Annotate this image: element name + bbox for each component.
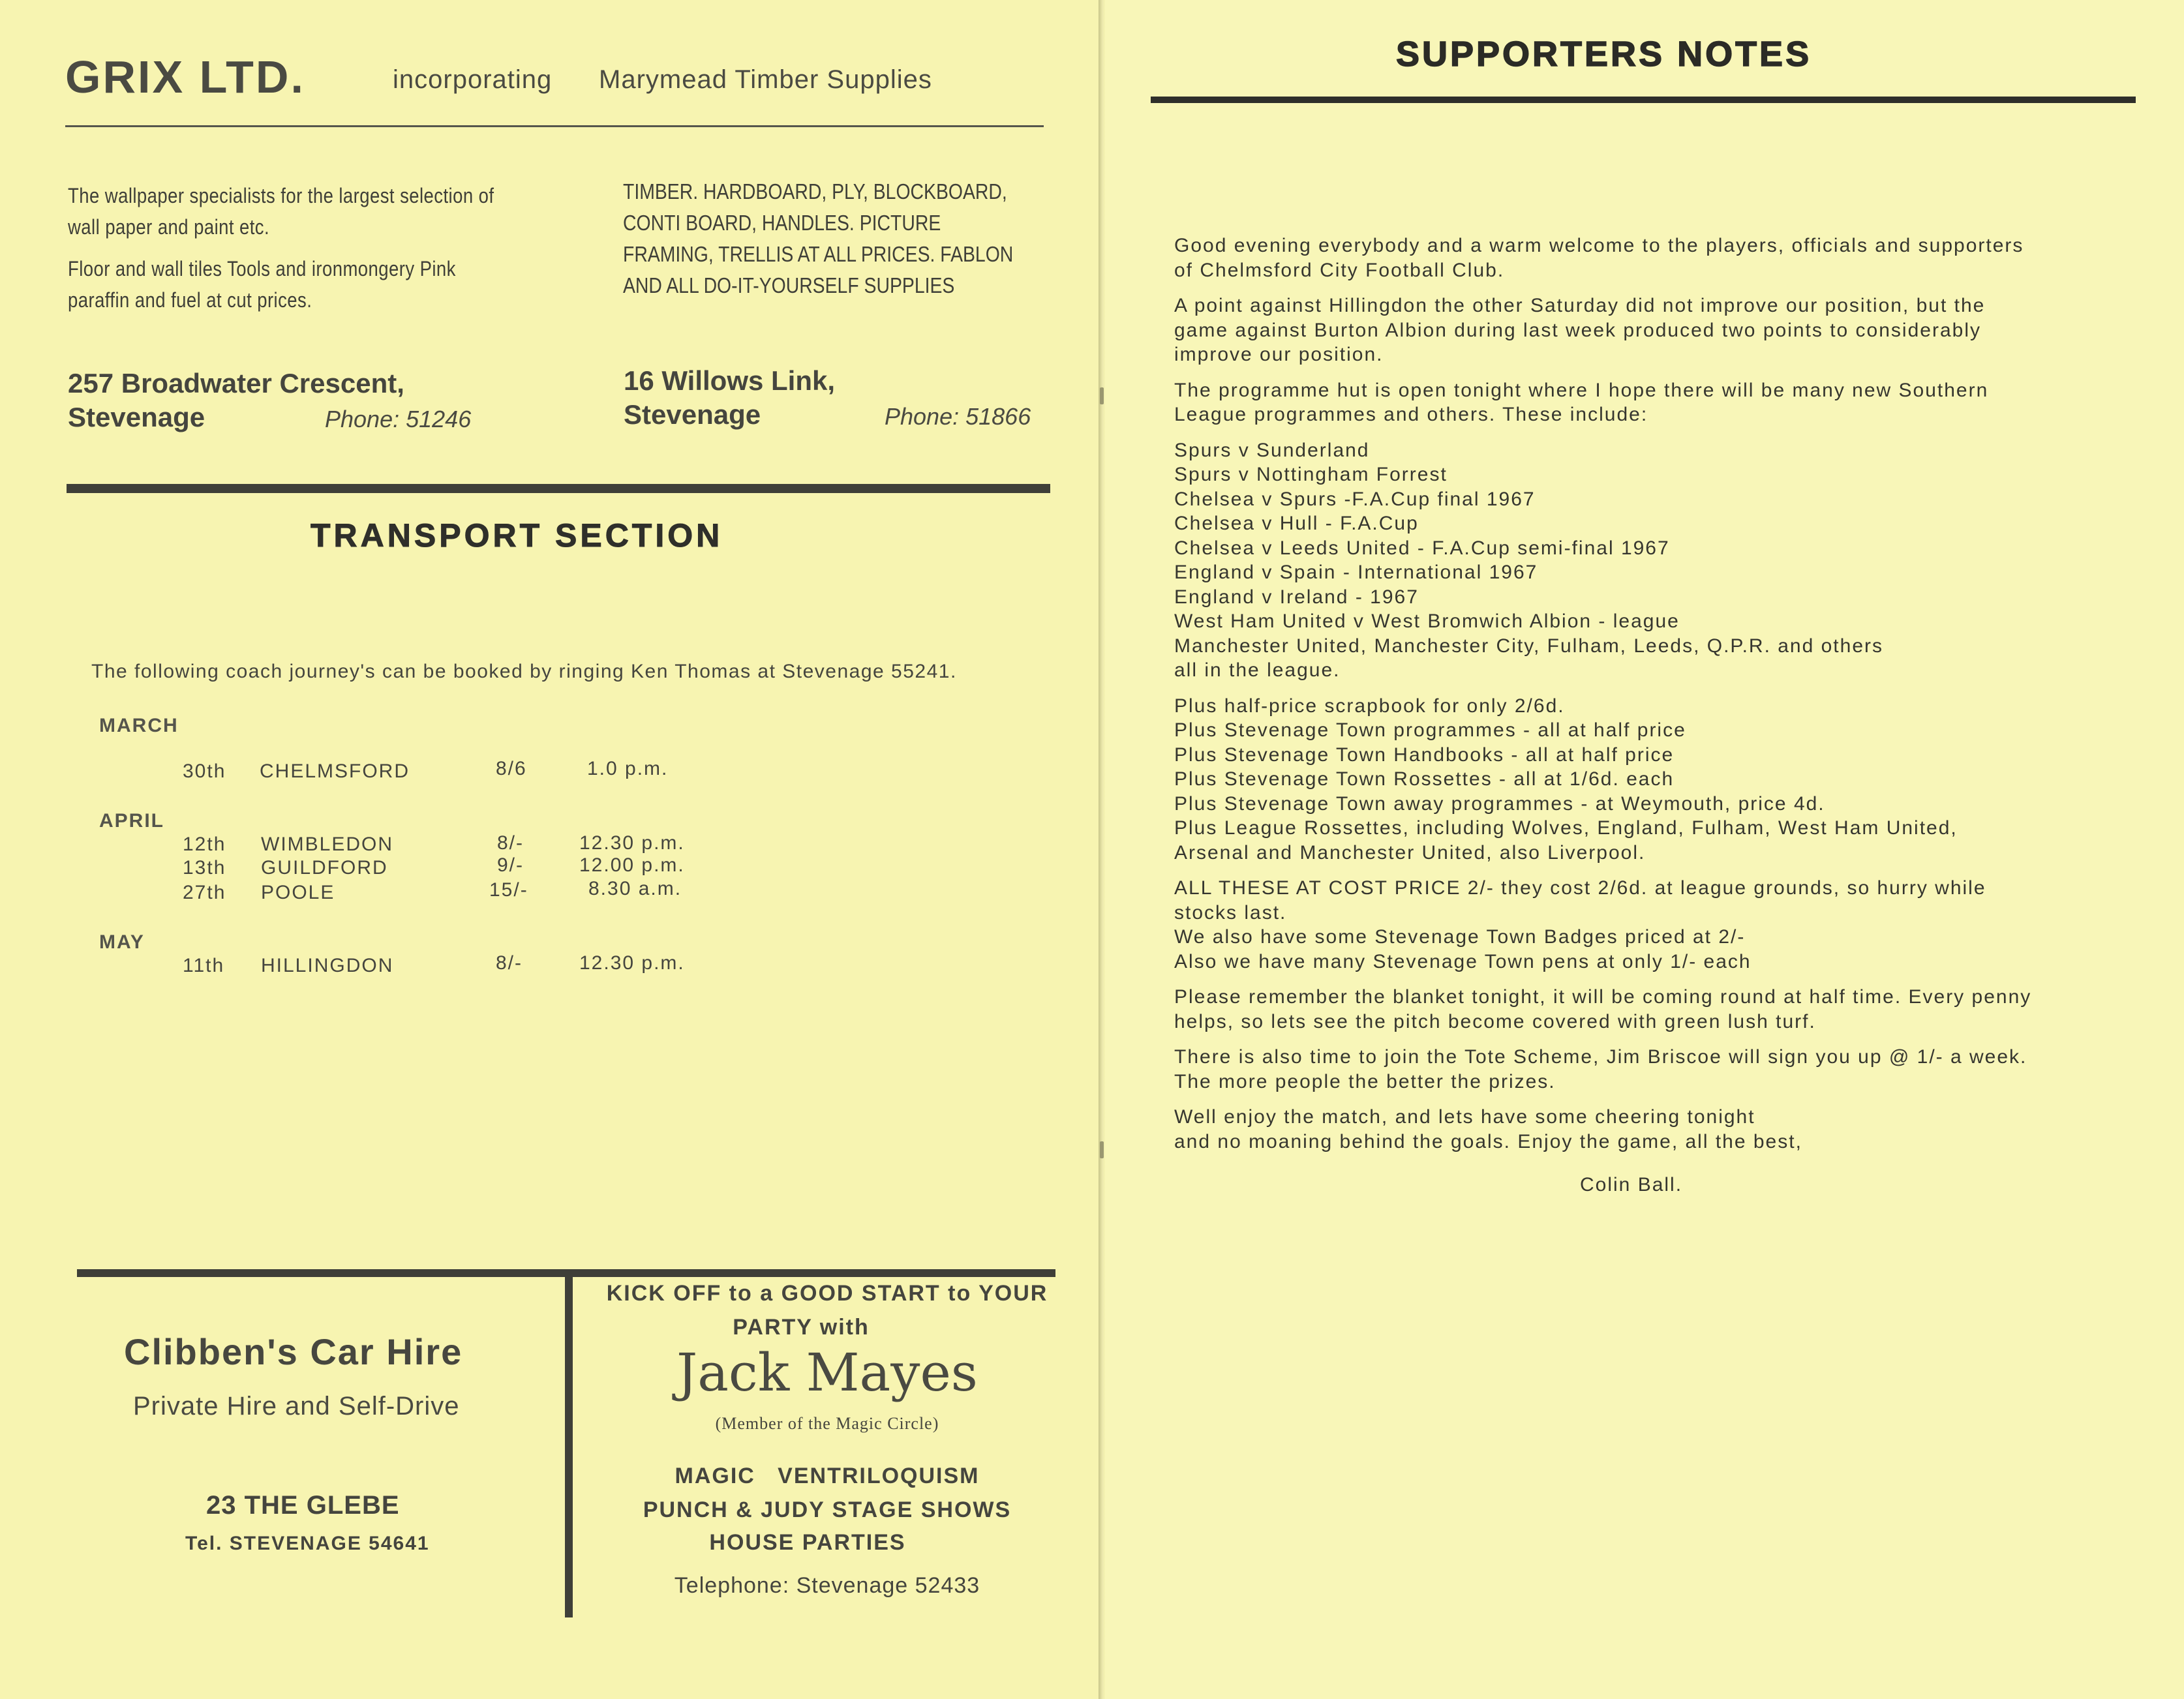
jack-mayes-services2: PUNCH & JUDY STAGE SHOWS — [643, 1497, 1012, 1522]
trip-date: 13th — [183, 857, 226, 879]
notes-line: Chelsea v Leeds United - F.A.Cup semi-final 1967 — [1174, 537, 1670, 559]
notes-paragraph — [1174, 293, 2133, 367]
notes-line: The more people the better the prizes. — [1174, 1070, 1556, 1092]
jack-mayes-services3: HOUSE PARTIES — [709, 1530, 906, 1555]
notes-line: ALL THESE AT COST PRICE 2/- they cost 2/6d. at league grounds, so hurry while — [1174, 877, 1986, 899]
trip-time: 12.30 p.m. — [579, 952, 685, 974]
supporters-notes-rule — [1151, 97, 2136, 103]
jack-mayes-line1: KICK OFF to a GOOD START to YOUR — [606, 1281, 1048, 1306]
trip-price: 15/- — [489, 879, 528, 901]
notes-line: There is also time to join the Tote Scheme, Jim Briscoe will sign you up @ 1/- a week. — [1174, 1046, 2027, 1068]
notes-line: Spurs v Nottingham Forrest — [1174, 464, 1448, 485]
trip-destination: CHELMSFORD — [260, 760, 410, 782]
jack-mayes-telephone: Telephone: Stevenage 52433 — [674, 1573, 980, 1598]
month-march: MARCH — [99, 715, 179, 736]
clibben-tel: Tel. STEVENAGE 54641 — [185, 1533, 430, 1554]
notes-line: improve our position. — [1174, 344, 1384, 365]
trip-destination: GUILDFORD — [261, 857, 388, 879]
notes-line: Arsenal and Manchester United, also Liverpool. — [1174, 841, 1646, 864]
notes-line: Plus half-price scrapbook for only 2/6d. — [1174, 695, 1565, 717]
trip-price: 8/- — [497, 832, 524, 854]
notes-line: Plus League Rossettes, including Wolves, England, Fulham, West Ham United, — [1174, 817, 1958, 839]
trip-date: 27th — [183, 882, 226, 903]
notes-paragraph — [1174, 438, 2133, 683]
grix-col1-para1: The wallpaper specialists for the largest selection of wall paper and paint etc. — [68, 184, 494, 239]
grix-divider — [65, 125, 1044, 127]
signoff: Colin Ball. — [1580, 1174, 1683, 1195]
grix-subsidiary: Marymead Timber Supplies — [599, 65, 932, 94]
notes-line: Plus Stevenage Town programmes - all at half price — [1174, 719, 1686, 741]
trip-time: 12.00 p.m. — [579, 854, 685, 876]
notes-line: Well enjoy the match, and lets have some cheering tonight — [1174, 1106, 1755, 1128]
grix-col1-para2: Floor and wall tiles Tools and ironmongery Pink paraffin and fuel at cut prices. — [68, 257, 456, 312]
trip-price: 8/6 — [496, 758, 527, 779]
trip-date: 12th — [183, 834, 226, 855]
trip-destination: POOLE — [261, 882, 335, 903]
notes-paragraph — [1174, 985, 2133, 1034]
staple — [1100, 387, 1104, 404]
notes-line: We also have some Stevenage Town Badges priced at 2/- — [1174, 926, 1746, 948]
notes-line: A point against Hillingdon the other Saturday did not improve our position, but the — [1174, 295, 1986, 316]
ads-divider — [565, 1269, 573, 1617]
trip-date: 11th — [183, 955, 225, 976]
grix-address2-town: Stevenage — [624, 399, 761, 430]
transport-intro: The following coach journey's can be booked by ringing Ken Thomas at Stevenage 55241. — [91, 661, 957, 682]
notes-line: Plus Stevenage Town Rossettes - all at 1/6d. each — [1174, 768, 1675, 790]
notes-line: Chelsea v Spurs -F.A.Cup final 1967 — [1174, 488, 1536, 510]
supporters-notes-heading: SUPPORTERS NOTES — [1396, 35, 1812, 74]
notes-line: helps, so lets see the pitch become covered with green lush turf. — [1174, 1010, 1816, 1032]
notes-paragraph — [1174, 694, 2133, 865]
jack-mayes-name: Jack Mayes — [676, 1342, 978, 1403]
notes-line: Spurs v Sunderland — [1174, 439, 1370, 461]
transport-heading: TRANSPORT SECTION — [311, 517, 723, 554]
grix-address1-phone: Phone: 51246 — [325, 406, 472, 432]
notes-line: of Chelmsford City Football Club. — [1174, 259, 1505, 281]
notes-line: game against Burton Albion during last week produced two points to considerably — [1174, 319, 1981, 341]
grix-incorporating: incorporating — [393, 65, 553, 94]
grix-address1-street: 257 Broadwater Crescent, — [68, 368, 404, 398]
transport-top-rule — [67, 484, 1050, 493]
grix-address2-street: 16 Willows Link, — [624, 365, 836, 396]
notes-line: Plus Stevenage Town away programmes - at Weymouth, price 4d. — [1174, 792, 1825, 815]
month-may: MAY — [99, 931, 145, 953]
clibben-address: 23 THE GLEBE — [206, 1491, 400, 1520]
trip-time: 1.0 p.m. — [587, 758, 669, 779]
supporters-notes-body — [1174, 233, 2133, 1165]
notes-paragraph — [1174, 378, 2133, 427]
trip-destination: WIMBLEDON — [261, 834, 394, 855]
grix-address2-phone: Phone: 51866 — [885, 403, 1031, 430]
trip-destination: HILLINGDON — [261, 955, 394, 976]
notes-line: The programme hut is open tonight where I hope there will be many new Southern — [1174, 379, 1989, 401]
notes-line: England v Ireland - 1967 — [1174, 586, 1419, 608]
staple — [1100, 1141, 1104, 1158]
trip-time: 8.30 a.m. — [588, 878, 682, 899]
notes-line: Also we have many Stevenage Town pens at only 1/- each — [1174, 950, 1752, 972]
notes-line: all in the league. — [1174, 659, 1341, 681]
clibben-title: Clibben's Car Hire — [124, 1331, 463, 1372]
notes-paragraph — [1174, 233, 2133, 282]
notes-line: West Ham United v West Bromwich Albion - league — [1174, 610, 1680, 632]
grix-title: GRIX LTD. — [65, 52, 305, 102]
notes-line: Plus Stevenage Town Handbooks - all at half price — [1174, 744, 1675, 766]
notes-line: Manchester United, Manchester City, Fulham, Leeds, Q.P.R. and others — [1174, 635, 1884, 657]
trip-price: 9/- — [497, 854, 524, 876]
notes-paragraph — [1174, 1045, 2133, 1094]
notes-line: Good evening everybody and a warm welcome to the players, officials and supporters — [1174, 235, 2024, 256]
jack-mayes-line2: PARTY with — [733, 1315, 870, 1340]
notes-line: Please remember the blanket tonight, it will be coming round at half time. Every penny — [1174, 986, 2032, 1008]
notes-line: stocks last. — [1174, 901, 1287, 924]
jack-mayes-services1: MAGIC VENTRILOQUISM — [675, 1464, 980, 1488]
notes-paragraph — [1174, 876, 2133, 974]
clibben-subtitle: Private Hire and Self-Drive — [133, 1392, 460, 1421]
notes-line: League programmes and others. These include: — [1174, 404, 1648, 425]
jack-mayes-member: (Member of the Magic Circle) — [715, 1414, 939, 1433]
grix-address1-town: Stevenage — [68, 402, 205, 432]
month-april: APRIL — [99, 810, 164, 832]
trip-date: 30th — [183, 760, 226, 782]
notes-line: England v Spain - International 1967 — [1174, 562, 1538, 583]
grix-col2-text: TIMBER. HARDBOARD, PLY, BLOCKBOARD, CONTI BOARD, HANDLES. PICTURE FRAMING, TRELLIS AT ALL PRICES. FABLON AND ALL DO-IT-YOURSELF SUPPLIES — [623, 179, 1014, 297]
trip-price: 8/- — [496, 952, 523, 974]
trip-time: 12.30 p.m. — [579, 832, 685, 854]
binding-gutter — [1099, 0, 1105, 1699]
notes-paragraph — [1174, 1105, 2133, 1154]
notes-line: and no moaning behind the goals. Enjoy the game, all the best, — [1174, 1130, 1802, 1152]
notes-line: Chelsea v Hull - F.A.Cup — [1174, 513, 1419, 534]
